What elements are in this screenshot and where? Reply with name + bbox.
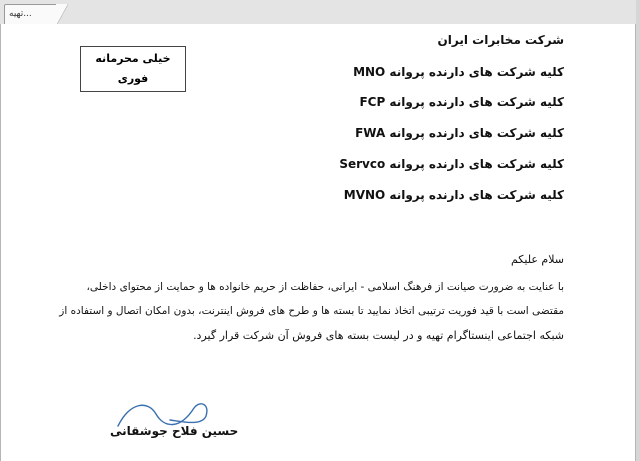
recipient-line: کلیه شرکت های دارنده پروانه FCP [359, 95, 564, 109]
signer-name: حسین فلاح جوشقانی [110, 424, 239, 438]
recipient-line: کلیه شرکت های دارنده پروانه FWA [355, 126, 564, 140]
tab-edge [56, 4, 68, 26]
body-line: مقتضی است با قید فوریت ترتیبی اتخاذ نمایید تا بسته ها و طرح های فروش اینترنت، بدون امکان اتصال و استفاده از [59, 305, 564, 317]
classification-level: خیلی محرمانه [95, 52, 171, 65]
urgency-level: فوری [117, 72, 149, 85]
tab-strip [0, 0, 640, 26]
body-line: با عنایت به ضرورت صیانت از فرهنگ اسلامی - ایرانی، حفاظت از حریم خانواده ها و حمایت از محتوای داخلی، [86, 281, 564, 293]
recipient-line: کلیه شرکت های دارنده پروانه MNO [353, 65, 564, 79]
recipient-line: کلیه شرکت های دارنده پروانه Servco [339, 157, 564, 171]
recipient-line: کلیه شرکت های دارنده پروانه MVNO [343, 188, 564, 202]
page-edge [636, 0, 640, 461]
document-tab[interactable] [4, 4, 60, 26]
greeting: سلام علیکم [510, 253, 564, 266]
body-line: شبکه اجتماعی اینستاگرام تهیه و در لیست بسته های فروش آن شرکت قرار گیرد. [193, 329, 564, 342]
document-tab-label: ...تهیه [9, 9, 32, 19]
classification-box [80, 46, 186, 92]
recipient-line: شرکت مخابرات ایران [437, 33, 564, 47]
